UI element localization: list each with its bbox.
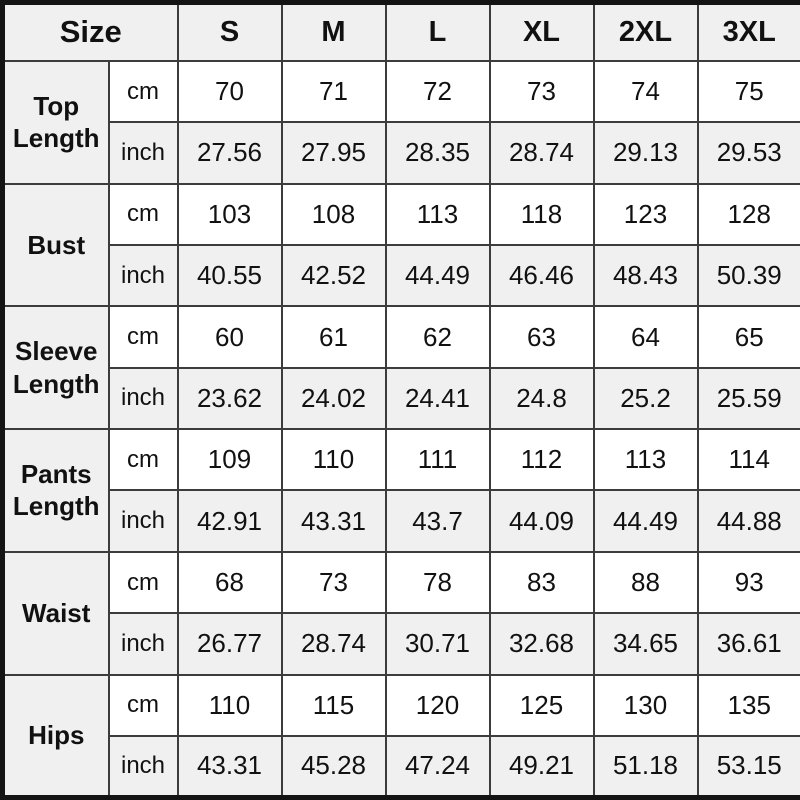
value-cell: 68 [178, 552, 282, 613]
value-cell: 114 [698, 429, 800, 490]
value-cell: 73 [490, 61, 594, 122]
table-row-waist-cm [3, 552, 800, 613]
value-cell: 36.61 [698, 613, 800, 674]
unit-cell-inch: inch [109, 122, 178, 183]
value-cell: 43.7 [386, 490, 490, 551]
value-cell: 123 [594, 184, 698, 245]
value-cell: 45.28 [282, 736, 386, 798]
row-label-waist: Waist [3, 552, 109, 675]
value-cell: 25.2 [594, 368, 698, 429]
value-cell: 128 [698, 184, 800, 245]
value-cell: 135 [698, 675, 800, 736]
value-cell: 24.02 [282, 368, 386, 429]
unit-cell-cm: cm [109, 61, 178, 122]
value-cell: 23.62 [178, 368, 282, 429]
value-cell: 125 [490, 675, 594, 736]
unit-cell-inch: inch [109, 736, 178, 798]
value-cell: 48.43 [594, 245, 698, 306]
value-cell: 29.53 [698, 122, 800, 183]
value-cell: 60 [178, 306, 282, 367]
value-cell: 42.52 [282, 245, 386, 306]
value-cell: 24.8 [490, 368, 594, 429]
unit-cell-inch: inch [109, 490, 178, 551]
table-row-top-length-cm [3, 61, 800, 122]
value-cell: 93 [698, 552, 800, 613]
value-cell: 28.74 [490, 122, 594, 183]
value-cell: 110 [282, 429, 386, 490]
table-row-hips-cm [3, 675, 800, 736]
value-cell: 34.65 [594, 613, 698, 674]
value-cell: 28.35 [386, 122, 490, 183]
table-row-sleeve-length-cm [3, 306, 800, 367]
value-cell: 44.09 [490, 490, 594, 551]
unit-cell-cm: cm [109, 184, 178, 245]
value-cell: 49.21 [490, 736, 594, 798]
value-cell: 43.31 [178, 736, 282, 798]
value-cell: 32.68 [490, 613, 594, 674]
value-cell: 63 [490, 306, 594, 367]
value-cell: 71 [282, 61, 386, 122]
value-cell: 42.91 [178, 490, 282, 551]
value-cell: 53.15 [698, 736, 800, 798]
value-cell: 113 [386, 184, 490, 245]
row-label-hips: Hips [3, 675, 109, 798]
row-label-top-length: Top Length [3, 61, 109, 184]
value-cell: 72 [386, 61, 490, 122]
value-cell: 75 [698, 61, 800, 122]
value-cell: 62 [386, 306, 490, 367]
value-cell: 24.41 [386, 368, 490, 429]
value-cell: 25.59 [698, 368, 800, 429]
value-cell: 27.95 [282, 122, 386, 183]
unit-cell-inch: inch [109, 368, 178, 429]
value-cell: 30.71 [386, 613, 490, 674]
value-cell: 78 [386, 552, 490, 613]
value-cell: 26.77 [178, 613, 282, 674]
table-row-sleeve-length-inch [3, 368, 800, 429]
value-cell: 47.24 [386, 736, 490, 798]
value-cell: 28.74 [282, 613, 386, 674]
unit-cell-cm: cm [109, 552, 178, 613]
table-row-bust-cm [3, 184, 800, 245]
table-row-pants-length-inch [3, 490, 800, 551]
table-row-hips-inch [3, 736, 800, 798]
unit-cell-cm: cm [109, 429, 178, 490]
unit-cell-inch: inch [109, 613, 178, 674]
value-cell: 74 [594, 61, 698, 122]
table-row-waist-inch [3, 613, 800, 674]
value-cell: 46.46 [490, 245, 594, 306]
value-cell: 111 [386, 429, 490, 490]
value-cell: 130 [594, 675, 698, 736]
value-cell: 29.13 [594, 122, 698, 183]
value-cell: 44.49 [386, 245, 490, 306]
value-cell: 103 [178, 184, 282, 245]
value-cell: 83 [490, 552, 594, 613]
size-header-cell: Size [3, 3, 178, 61]
value-cell: 113 [594, 429, 698, 490]
value-cell: 43.31 [282, 490, 386, 551]
value-cell: 44.49 [594, 490, 698, 551]
column-header-s: S [178, 3, 282, 61]
column-header-xl: XL [490, 3, 594, 61]
column-header-l: L [386, 3, 490, 61]
row-label-bust: Bust [3, 184, 109, 307]
value-cell: 44.88 [698, 490, 800, 551]
value-cell: 109 [178, 429, 282, 490]
column-header-3xl: 3XL [698, 3, 800, 61]
value-cell: 73 [282, 552, 386, 613]
value-cell: 108 [282, 184, 386, 245]
value-cell: 61 [282, 306, 386, 367]
table-row-top-length-inch [3, 122, 800, 183]
unit-cell-cm: cm [109, 675, 178, 736]
value-cell: 70 [178, 61, 282, 122]
value-cell: 64 [594, 306, 698, 367]
value-cell: 110 [178, 675, 282, 736]
table-row-pants-length-cm [3, 429, 800, 490]
value-cell: 40.55 [178, 245, 282, 306]
column-header-m: M [282, 3, 386, 61]
value-cell: 118 [490, 184, 594, 245]
value-cell: 112 [490, 429, 594, 490]
column-header-2xl: 2XL [594, 3, 698, 61]
value-cell: 27.56 [178, 122, 282, 183]
row-label-pants-length: Pants Length [3, 429, 109, 552]
value-cell: 120 [386, 675, 490, 736]
table-row-bust-inch [3, 245, 800, 306]
header-row [3, 3, 800, 61]
value-cell: 88 [594, 552, 698, 613]
value-cell: 50.39 [698, 245, 800, 306]
unit-cell-cm: cm [109, 306, 178, 367]
value-cell: 51.18 [594, 736, 698, 798]
value-cell: 65 [698, 306, 800, 367]
value-cell: 115 [282, 675, 386, 736]
unit-cell-inch: inch [109, 245, 178, 306]
row-label-sleeve-length: Sleeve Length [3, 306, 109, 429]
